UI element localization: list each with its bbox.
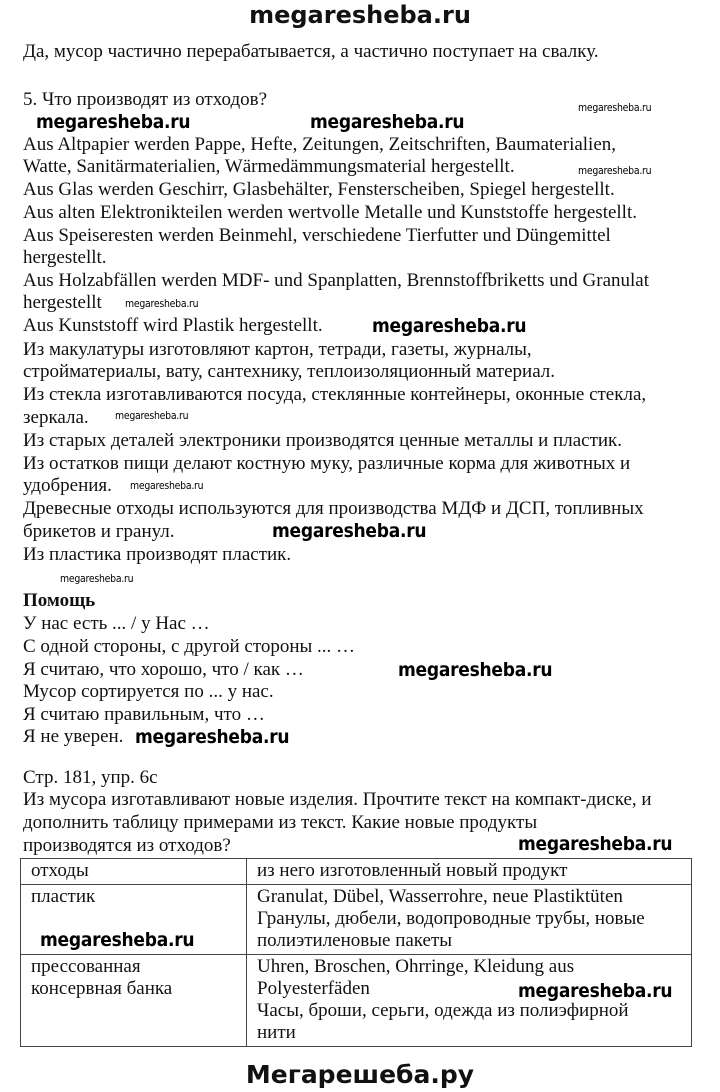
text-line: Aus Altpapier werden Pappe, Hefte, Zeitungen, Zeitschriften, Baumaterialien, [23, 134, 617, 155]
text-line: Из пластика производят пластик. [23, 544, 292, 565]
watermark: megaresheba.ru [60, 572, 134, 585]
text-line: Aus Kunststoff wird Plastik hergestellt. [23, 315, 323, 336]
exercise-line: дополнить таблицу примерами из текст. Какие новые продукты [23, 812, 538, 833]
product-line: Гранулы, дюбели, водопроводные трубы, новые [257, 908, 645, 929]
table-header-row [21, 859, 692, 885]
watermark: megaresheba.ru [36, 111, 191, 133]
text-line: Из остатков пищи делают костную муку, различные корма для животных и [23, 453, 631, 474]
text-line: зеркала. [23, 407, 89, 428]
text-line: hergestellt. [23, 247, 107, 268]
text-line: Aus Speiseresten werden Beinmehl, verschiedene Tierfutter und Düngemittel [23, 225, 611, 246]
text-line: Aus Glas werden Geschirr, Glasbehälter, Fensterscheiben, Spiegel hergestellt. [23, 179, 615, 200]
text-line: брикетов и гранул. [23, 521, 175, 542]
watermark: megaresheba.ru [40, 929, 195, 951]
text-line: Древесные отходы используются для производства МДФ и ДСП, топливных [23, 498, 644, 519]
help-line: С одной стороны, с другой стороны ... … [23, 636, 356, 657]
product-line: нити [257, 1022, 296, 1043]
help-line: У нас есть ... / у Нас … [23, 613, 210, 634]
exercise-line: Из мусора изготавливают новые изделия. Прочтите текст на компакт-диске, и [23, 789, 652, 810]
waste-line: консервная банка [31, 978, 173, 999]
watermark: megaresheba.ru [115, 409, 189, 422]
text-line: Aus Holzabfällen werden MDF- und Spanplatten, Brennstoffbriketts und Granulat [23, 270, 649, 291]
header-cell: отходы [21, 859, 247, 885]
help-line: Я считаю правильным, что … [23, 704, 265, 725]
product-line: полиэтиленовые пакеты [257, 930, 453, 951]
waste-cell [21, 955, 247, 1047]
site-footer: Мегарешеба.ру [245, 1060, 475, 1089]
exercise-line: производятся из отходов? [23, 835, 231, 856]
site-header: megaresheba.ru [249, 1, 471, 29]
text-line: Из старых деталей электроники производятся ценные металлы и пластик. [23, 430, 623, 451]
text-line: Из стекла изготавливаются посуда, стеклянные контейнеры, оконные стекла, [23, 384, 647, 405]
watermark: megaresheba.ru [398, 659, 553, 681]
text-line: удобрения. [23, 475, 112, 496]
watermark: megaresheba.ru [310, 111, 465, 133]
product-line: Часы, броши, серьги, одежда из полиэфирной [257, 1000, 629, 1021]
product-line: Granulat, Dübel, Wasserrohre, neue Plastiktüten [257, 886, 623, 907]
help-line: Я не уверен. [23, 726, 124, 747]
products-cell [247, 885, 692, 955]
question-title: 5. Что производят из отходов? [23, 89, 268, 110]
help-line: Я считаю, что хорошо, что / как … [23, 659, 304, 680]
waste-products-table [20, 858, 692, 1047]
watermark: megaresheba.ru [130, 479, 204, 492]
text-line: стройматериалы, вату, сантехнику, теплоизоляционный материал. [23, 361, 556, 382]
waste-line: прессованная [31, 956, 141, 977]
text-line: Aus alten Elektronikteilen werden wertvolle Metalle und Kunststoffe hergestellt. [23, 202, 637, 223]
watermark: megaresheba.ru [372, 315, 527, 337]
watermark: megaresheba.ru [578, 164, 652, 177]
watermark: megaresheba.ru [272, 520, 427, 542]
text-line: hergestellt [23, 292, 102, 313]
exercise-ref: Стр. 181, упр. 6с [23, 767, 158, 788]
watermark: megaresheba.ru [518, 833, 673, 855]
help-line: Мусор сортируется по ... у нас. [23, 681, 274, 702]
watermark: megaresheba.ru [518, 980, 673, 1002]
watermark: megaresheba.ru [578, 101, 652, 114]
watermark: megaresheba.ru [125, 297, 199, 310]
text-line: Watte, Sanitärmaterialien, Wärmedämmungsmaterial hergestellt. [23, 156, 515, 177]
product-line: Uhren, Broschen, Ohrringe, Kleidung aus [257, 956, 575, 977]
header-cell: из него изготовленный новый продукт [247, 859, 692, 885]
product-line: Polyesterfäden [257, 978, 370, 999]
waste-cell: пластик [21, 885, 247, 955]
help-title: Помощь [23, 590, 96, 611]
intro-text: Да, мусор частично перерабатывается, а частично поступает на свалку. [23, 41, 599, 62]
text-line: Из макулатуры изготовляют картон, тетради, газеты, журналы, [23, 339, 532, 360]
watermark: megaresheba.ru [135, 726, 290, 748]
